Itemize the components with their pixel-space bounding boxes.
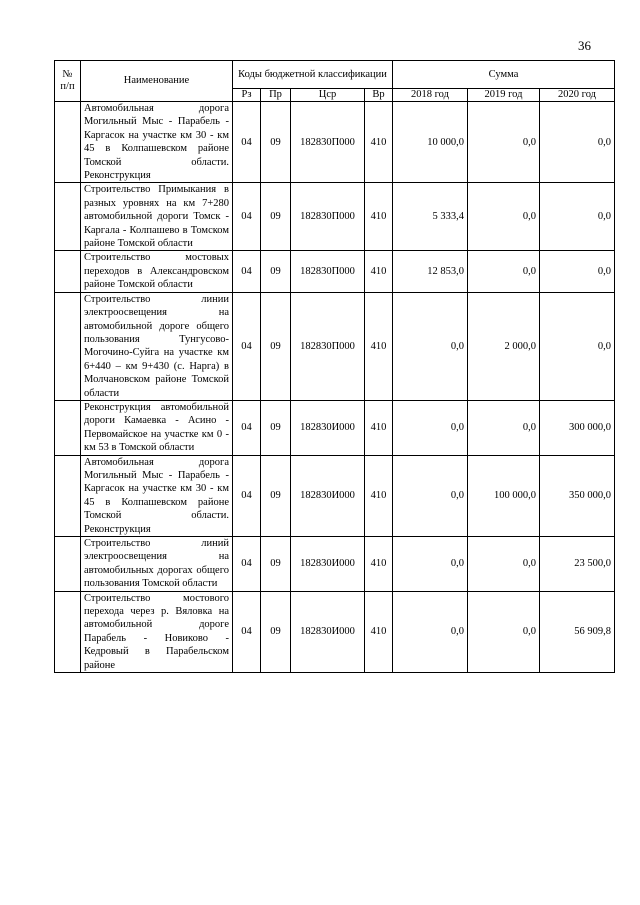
row-2019: 0,0 (468, 591, 540, 672)
header-csr: Цср (291, 89, 365, 102)
row-2020: 0,0 (540, 251, 615, 292)
row-2018: 10 000,0 (393, 102, 468, 183)
row-2020: 300 000,0 (540, 400, 615, 455)
row-2019: 0,0 (468, 400, 540, 455)
row-num (55, 455, 81, 536)
row-vr: 410 (365, 102, 393, 183)
row-2020: 350 000,0 (540, 455, 615, 536)
header-rz: Рз (233, 89, 261, 102)
row-num (55, 183, 81, 251)
row-pr: 09 (261, 537, 291, 592)
row-rz: 04 (233, 292, 261, 400)
row-2018: 5 333,4 (393, 183, 468, 251)
row-2020: 0,0 (540, 292, 615, 400)
row-rz: 04 (233, 455, 261, 536)
row-name: Реконструкция автомобильной дороги Камаевка - Асино - Первомайское на участке км 0 - км 53 в Томской области (81, 400, 233, 455)
row-2019: 2 000,0 (468, 292, 540, 400)
row-2018: 0,0 (393, 292, 468, 400)
table-row (55, 102, 615, 183)
row-name: Строительство мостового перехода через р. Вяловка на автомобильной дороге Парабель - Новиково - Кедровый в Парабельском районе (81, 591, 233, 672)
row-pr: 09 (261, 591, 291, 672)
row-rz: 04 (233, 591, 261, 672)
row-2019: 0,0 (468, 102, 540, 183)
row-name: Строительство линии электроосвещения на автомобильной дороге общего пользования Тунгусово-Могочино-Суйга на участке км 6+440 – км 9+430 (с. Нарга) в Молчановском районе Томской области (81, 292, 233, 400)
row-2019: 0,0 (468, 537, 540, 592)
row-csr: 182830И000 (291, 400, 365, 455)
row-name: Строительство мостовых переходов в Александровском районе Томской области (81, 251, 233, 292)
row-csr: 182830И000 (291, 455, 365, 536)
row-pr: 09 (261, 251, 291, 292)
table-row (55, 251, 615, 292)
row-num (55, 251, 81, 292)
row-csr: 182830П000 (291, 292, 365, 400)
row-2018: 0,0 (393, 591, 468, 672)
row-2020: 23 500,0 (540, 537, 615, 592)
row-vr: 410 (365, 251, 393, 292)
row-pr: 09 (261, 292, 291, 400)
row-2020: 0,0 (540, 102, 615, 183)
row-csr: 182830П000 (291, 183, 365, 251)
row-num (55, 537, 81, 592)
row-rz: 04 (233, 400, 261, 455)
row-pr: 09 (261, 400, 291, 455)
row-csr: 182830П000 (291, 251, 365, 292)
table-row (55, 400, 615, 455)
row-2019: 0,0 (468, 183, 540, 251)
row-vr: 410 (365, 183, 393, 251)
row-rz: 04 (233, 537, 261, 592)
row-2020: 56 909,8 (540, 591, 615, 672)
header-pr: Пр (261, 89, 291, 102)
row-rz: 04 (233, 102, 261, 183)
row-num (55, 591, 81, 672)
row-2019: 100 000,0 (468, 455, 540, 536)
row-name: Автомобильная дорога Могильный Мыс - Парабель - Каргасок на участке км 30 - км 45 в Колпашевском районе Томской области. Реконструкция (81, 455, 233, 536)
row-2019: 0,0 (468, 251, 540, 292)
header-sum: Сумма (393, 61, 615, 89)
header-row-top (55, 61, 615, 89)
row-pr: 09 (261, 455, 291, 536)
row-vr: 410 (365, 537, 393, 592)
row-vr: 410 (365, 292, 393, 400)
row-name: Строительство линий электроосвещения на автомобильных дорогах общего пользования Томской области (81, 537, 233, 592)
row-name: Автомобильная дорога Могильный Мыс - Парабель - Каргасок на участке км 30 - км 45 в Колпашевском районе Томской области. Реконструкция (81, 102, 233, 183)
row-2018: 0,0 (393, 400, 468, 455)
header-2020: 2020 год (540, 89, 615, 102)
row-num (55, 292, 81, 400)
row-name: Строительство Примыкания в разных уровнях на км 7+280 автомобильной дороги Томск - Каргала - Колпашево в Томском районе Томской области (81, 183, 233, 251)
table-row (55, 455, 615, 536)
row-rz: 04 (233, 251, 261, 292)
row-pr: 09 (261, 102, 291, 183)
table-row (55, 292, 615, 400)
page-number: 36 (578, 38, 591, 53)
header-name: Наименование (81, 61, 233, 102)
row-2018: 0,0 (393, 455, 468, 536)
row-csr: 182830П000 (291, 102, 365, 183)
row-vr: 410 (365, 400, 393, 455)
table-row (55, 591, 615, 672)
header-vr: Вр (365, 89, 393, 102)
row-2018: 12 853,0 (393, 251, 468, 292)
header-2018: 2018 год (393, 89, 468, 102)
budget-table (54, 60, 615, 673)
row-csr: 182830И000 (291, 537, 365, 592)
header-2019: 2019 год (468, 89, 540, 102)
row-vr: 410 (365, 455, 393, 536)
row-2018: 0,0 (393, 537, 468, 592)
row-csr: 182830И000 (291, 591, 365, 672)
row-2020: 0,0 (540, 183, 615, 251)
row-vr: 410 (365, 591, 393, 672)
table-row (55, 537, 615, 592)
row-num (55, 102, 81, 183)
row-pr: 09 (261, 183, 291, 251)
table-row (55, 183, 615, 251)
row-num (55, 400, 81, 455)
row-rz: 04 (233, 183, 261, 251)
header-codes: Коды бюджетной классификации (233, 61, 393, 89)
header-num: № п/п (55, 61, 81, 102)
